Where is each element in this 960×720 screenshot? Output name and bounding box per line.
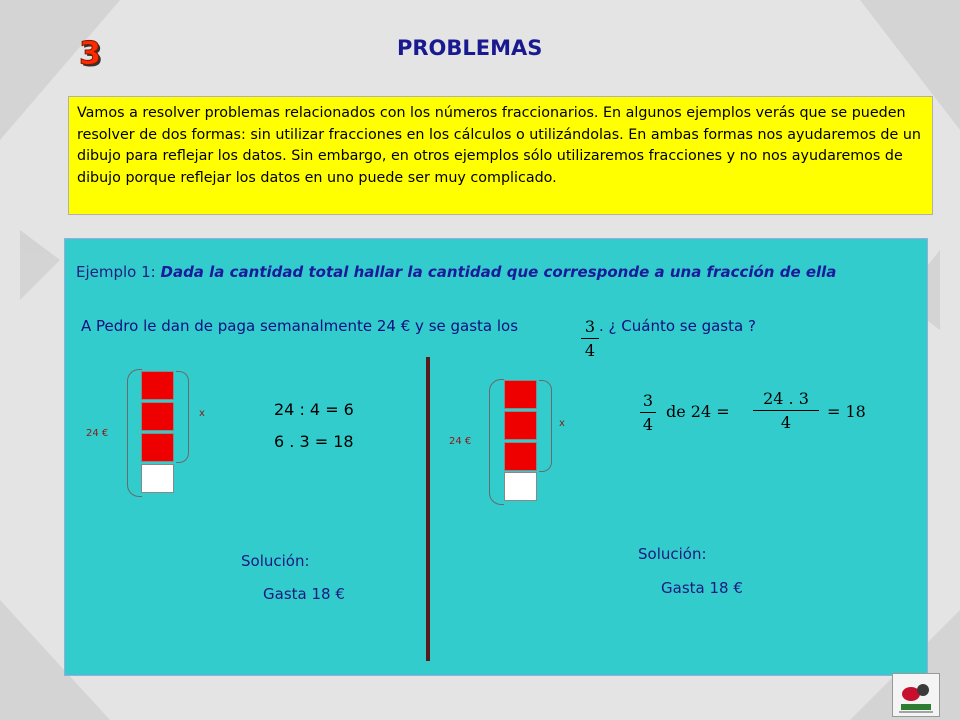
example-heading [76,263,836,281]
intro-text: Vamos a resolver problemas relacionados con los números fraccionarios. En algunos ejemplos verás que se pueden resolver de dos formas: sin utilizar fracciones en los cálculos o utilizándolas. En ambas formas nos ayudaremos de un dibujo para reflejar los datos. Sin embargo, en otros ejemplos sólo utilizaremos fracciones y no nos ayudaremos de dibujo porque reflejar los datos en uno puede ser muy complicado. [68,96,933,215]
vertical-divider [426,357,430,661]
left-bar-part-2 [141,402,174,431]
fraction-numerator: 3 [584,317,596,336]
left-bar-part-1 [141,371,174,400]
right-part-label: x [559,418,565,429]
right-expression [753,389,819,432]
left-part-label: x [199,408,205,419]
right-fraction-denominator: 4 [642,415,654,434]
right-bar-part-2 [504,411,537,440]
slide-number: 3 [79,34,102,72]
right-bar-part-4 [504,472,537,501]
left-outer-bracket [127,369,142,497]
nav-illustration-icon [893,674,939,716]
example-panel [64,238,928,676]
fraction-denominator: 4 [584,341,596,360]
right-expression-denominator: 4 [780,413,792,432]
left-calc-line-2: 6 . 3 = 18 [274,432,354,451]
right-result: = 18 [827,402,866,421]
question-before: A Pedro le dan de paga semanalmente 24 € y se gasta los [81,317,519,335]
left-bar-part-4 [141,464,174,493]
right-inner-bracket [539,380,552,472]
right-bar-part-3 [504,442,537,471]
left-total-label: 24 € [86,428,109,439]
right-bar-part-1 [504,380,537,409]
left-inner-bracket [176,371,189,463]
page-title: PROBLEMAS [397,36,543,60]
right-fraction [640,391,656,434]
right-solution-label: Solución: [638,545,707,563]
left-solution-value: Gasta 18 € [263,585,345,603]
home-nav-icon[interactable] [892,673,940,717]
right-fraction-numerator: 3 [642,391,654,410]
question-after: . ¿ Cuánto se gasta ? [599,317,756,335]
example-label: Ejemplo 1: [76,263,156,281]
left-bar-part-3 [141,433,174,462]
example-statement: Dada la cantidad total hallar la cantidad que corresponde a una fracción de ella [160,263,837,281]
right-de-text: de 24 = [666,402,730,421]
left-solution-label: Solución: [241,552,310,570]
left-calc-line-1: 24 : 4 = 6 [274,400,354,419]
right-outer-bracket [489,379,504,505]
question-fraction [581,317,599,360]
right-solution-value: Gasta 18 € [661,579,743,597]
right-expression-numerator: 24 . 3 [763,389,809,408]
right-total-label: 24 € [449,436,472,447]
